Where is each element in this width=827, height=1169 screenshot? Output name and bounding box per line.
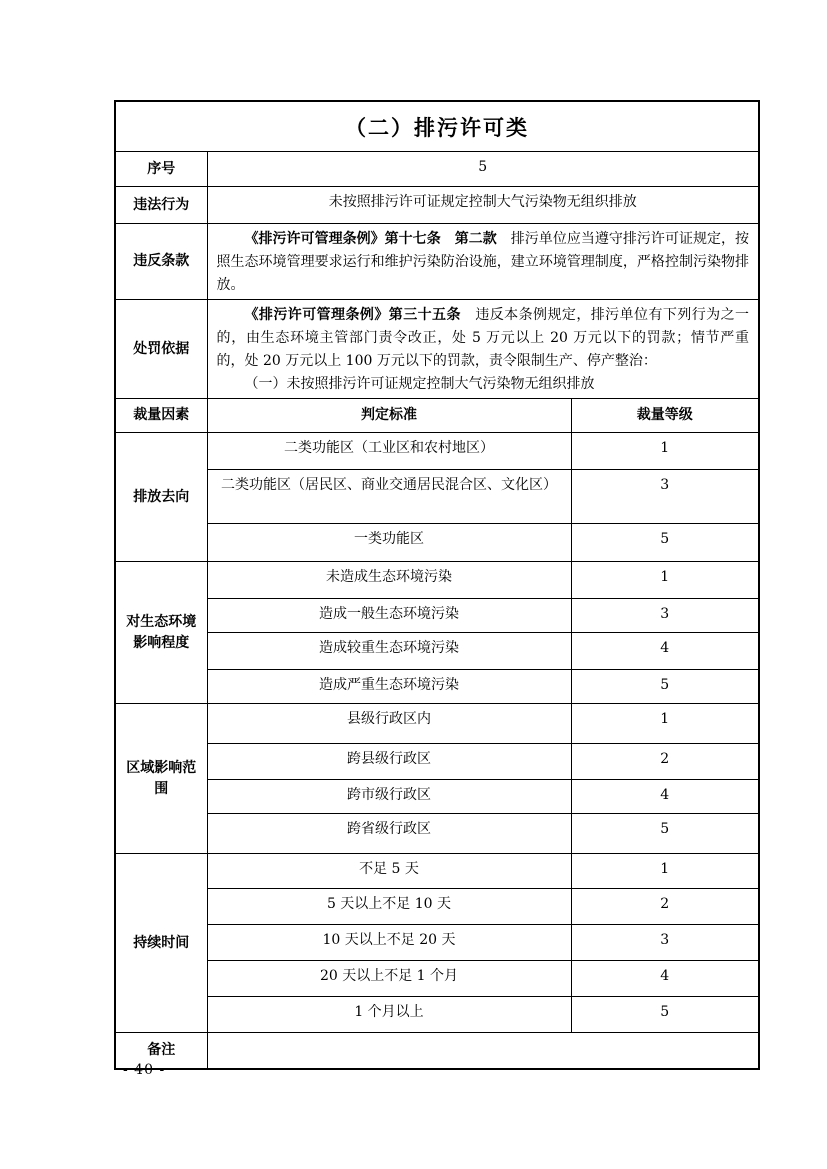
- grade-cell: 4: [571, 633, 759, 670]
- grade-cell: 1: [571, 704, 759, 744]
- penalty-basis-item: （一）未按照排污许可证规定控制大气污染物无组织排放: [244, 376, 595, 392]
- grade-cell: 5: [571, 524, 759, 562]
- grade-cell: 5: [571, 670, 759, 704]
- criteria-cell: 一类功能区: [207, 524, 571, 562]
- penalty-basis-row: [115, 300, 759, 399]
- criteria-cell: 造成严重生态环境污染: [207, 670, 571, 704]
- matrix-row: [115, 889, 759, 925]
- violated-clause-paragraph: [217, 228, 750, 297]
- matrix-row: [115, 854, 759, 889]
- grade-cell: 2: [571, 889, 759, 925]
- header-criteria: 判定标准: [207, 399, 571, 433]
- grade-cell: 2: [571, 744, 759, 780]
- violated-clause-value: [207, 224, 759, 300]
- grade-cell: 3: [571, 599, 759, 633]
- matrix-row: [115, 562, 759, 599]
- matrix-row: [115, 814, 759, 854]
- matrix-row: [115, 997, 759, 1033]
- criteria-cell: 二类功能区（工业区和农村地区）: [207, 433, 571, 470]
- criteria-cell: 造成一般生态环境污染: [207, 599, 571, 633]
- remark-value: [207, 1033, 759, 1069]
- criteria-cell: 20 天以上不足 1 个月: [207, 961, 571, 997]
- serial-number-row: [115, 152, 759, 187]
- matrix-header-row: [115, 399, 759, 433]
- grade-cell: 3: [571, 925, 759, 961]
- illegal-act-row: [115, 187, 759, 224]
- grade-cell: 1: [571, 854, 759, 889]
- grade-cell: 3: [571, 470, 759, 524]
- matrix-row: [115, 433, 759, 470]
- factor-cell: 持续时间: [115, 854, 207, 1033]
- header-grade: 裁量等级: [571, 399, 759, 433]
- remark-row: [115, 1033, 759, 1069]
- illegal-act-label: 违法行为: [115, 187, 207, 224]
- criteria-cell: 跨市级行政区: [207, 780, 571, 814]
- matrix-row: [115, 599, 759, 633]
- criteria-cell: 5 天以上不足 10 天: [207, 889, 571, 925]
- grade-cell: 1: [571, 562, 759, 599]
- grade-cell: 4: [571, 780, 759, 814]
- remark-label: 备注: [115, 1033, 207, 1069]
- table-title-row: [115, 101, 759, 152]
- criteria-cell: 跨省级行政区: [207, 814, 571, 854]
- penalty-basis-label: 处罚依据: [115, 300, 207, 399]
- criteria-cell: 二类功能区（居民区、商业交通居民混合区、文化区）: [207, 470, 571, 524]
- serial-number-value: 5: [207, 152, 759, 187]
- matrix-row: [115, 780, 759, 814]
- criteria-cell: 县级行政区内: [207, 704, 571, 744]
- penalty-basis-value: [207, 300, 759, 399]
- matrix-row: [115, 470, 759, 524]
- violated-clause-row: [115, 224, 759, 300]
- criteria-cell: 10 天以上不足 20 天: [207, 925, 571, 961]
- penalty-basis-text: 违反本条例规定，排污单位有下列行为之一的，由生态环境主管部门责令改正，处 5 万元以上 20 万元以下的罚款；情节严重的，处 20 万元以上 100 万元以下的罚款，责令限制生产、停产整治：: [216, 307, 750, 369]
- factor-cell: 排放去向: [115, 433, 207, 562]
- criteria-cell: 1 个月以上: [207, 997, 571, 1033]
- matrix-row: [115, 704, 759, 744]
- penalty-basis-citation: 《排污许可管理条例》第三十五条: [244, 307, 461, 323]
- header-factor: 裁量因素: [115, 399, 207, 433]
- factor-cell: 对生态环境影响程度: [115, 562, 207, 704]
- grade-cell: 4: [571, 961, 759, 997]
- criteria-cell: 未造成生态环境污染: [207, 562, 571, 599]
- violated-clause-label: 违反条款: [115, 224, 207, 300]
- grade-cell: 1: [571, 433, 759, 470]
- penalty-basis-paragraph: [217, 304, 750, 373]
- matrix-row: [115, 925, 759, 961]
- factor-cell: 区域影响范围: [115, 704, 207, 854]
- page-number: - 40 -: [123, 1062, 166, 1078]
- matrix-row: [115, 633, 759, 670]
- penalty-discretion-table: [114, 100, 760, 1070]
- matrix-row: [115, 744, 759, 780]
- violated-clause-citation: 《排污许可管理条例》第十七条 第二款: [244, 231, 497, 247]
- grade-cell: 5: [571, 814, 759, 854]
- illegal-act-value: 未按照排污许可证规定控制大气污染物无组织排放: [207, 187, 759, 224]
- violated-clause-text: 排污单位应当遵守排污许可证规定，按照生态环境管理要求运行和维护污染防治设施，建立环境管理制度，严格控制污染物排放。: [216, 231, 750, 293]
- criteria-cell: 跨县级行政区: [207, 744, 571, 780]
- page-title: （二）排污许可类: [115, 101, 759, 152]
- grade-cell: 5: [571, 997, 759, 1033]
- matrix-row: [115, 961, 759, 997]
- criteria-cell: 不足 5 天: [207, 854, 571, 889]
- matrix-row: [115, 670, 759, 704]
- serial-number-label: 序号: [115, 152, 207, 187]
- criteria-cell: 造成较重生态环境污染: [207, 633, 571, 670]
- matrix-row: [115, 524, 759, 562]
